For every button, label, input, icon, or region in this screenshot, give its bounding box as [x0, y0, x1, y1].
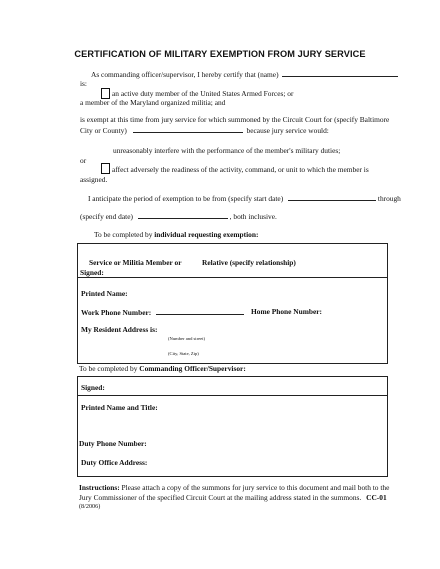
- commanding-divider: [77, 395, 387, 396]
- active-duty-label: an active duty member of the United States Armed Forces; or: [112, 89, 294, 98]
- resident-address-label: My Resident Address is:: [81, 325, 158, 334]
- name-field[interactable]: [282, 69, 398, 77]
- end-date-label: (specify end date): [80, 212, 133, 221]
- individual-heading: [94, 230, 258, 239]
- individual-lead: To be completed by: [94, 230, 155, 239]
- home-phone-label: Home Phone Number:: [251, 307, 323, 316]
- relative-label: Relative (specify relationship): [202, 258, 296, 267]
- county-label: City or County): [80, 126, 127, 135]
- start-date-field[interactable]: [288, 193, 376, 201]
- through-label: through: [377, 194, 401, 203]
- commanding-lead-bold: Commanding Officer/Supervisor:: [139, 364, 246, 373]
- individual-lead-bold: individual requesting exemption:: [154, 230, 259, 239]
- county-line: [80, 125, 329, 135]
- start-date-label: I anticipate the period of exemption to be from (specify start date): [88, 194, 284, 203]
- instructions-text2: Jury Commissioner of the specified Circuit Court at the mailing address stated in the summons.: [79, 493, 362, 502]
- end-date-line: [80, 211, 277, 221]
- because-label: because jury service would:: [246, 126, 329, 135]
- service-member-label: Service or Militia Member or: [89, 258, 182, 267]
- certify-line: [91, 69, 398, 79]
- individual-signed-label: Signed:: [80, 268, 104, 277]
- form-title: CERTIFICATION OF MILITARY EXEMPTION FROM JURY SERVICE: [74, 49, 366, 59]
- inclusive-label: , both inclusive.: [229, 212, 277, 221]
- instructions-line1: [79, 483, 389, 492]
- duty-office-label: Duty Office Address:: [81, 458, 148, 467]
- work-phone-field[interactable]: [156, 307, 244, 315]
- reason-interfere: unreasonably interfere with the performance of the member's military duties;: [113, 146, 341, 155]
- work-phone-line: [81, 307, 244, 317]
- printed-name-title-label: Printed Name and Title:: [81, 403, 158, 412]
- work-phone-label: Work Phone Number:: [81, 308, 152, 317]
- reason-assigned: assigned.: [80, 175, 108, 184]
- period-line: [88, 193, 401, 203]
- instructions-label: Instructions:: [79, 483, 120, 492]
- exempt-line: is exempt at this time from jury service for which summoned by the Circuit Court for (specify Baltimore: [80, 115, 390, 124]
- commanding-lead: To be completed by: [79, 364, 140, 373]
- county-field[interactable]: [133, 125, 243, 133]
- end-date-field[interactable]: [138, 211, 228, 219]
- affect-readiness-checkbox[interactable]: [101, 163, 110, 174]
- printed-name-label: Printed Name:: [81, 289, 128, 298]
- militia-label: a member of the Maryland organized militia; and: [80, 98, 226, 107]
- is-label: is:: [80, 79, 87, 88]
- instructions-line2: [79, 493, 387, 502]
- commanding-signed-label: Signed:: [81, 383, 105, 392]
- form-code: CC-01: [366, 493, 387, 502]
- address-street-hint: (Number and street): [168, 336, 205, 341]
- instructions-text1: Please attach a copy of the summons for jury service to this document and mail both to the: [121, 483, 390, 492]
- form-date: (8/2006): [79, 503, 101, 510]
- or-label: or: [80, 156, 87, 165]
- address-city-hint: (City, State, Zip): [168, 351, 199, 356]
- certify-text: As commanding officer/supervisor, I hereby certify that (name): [91, 70, 279, 79]
- individual-divider: [77, 277, 387, 278]
- commanding-heading: [79, 364, 246, 373]
- reason-readiness: affect adversely the readiness of the activity, command, or unit to which the member is: [112, 165, 369, 174]
- duty-phone-label: Duty Phone Number:: [79, 439, 147, 448]
